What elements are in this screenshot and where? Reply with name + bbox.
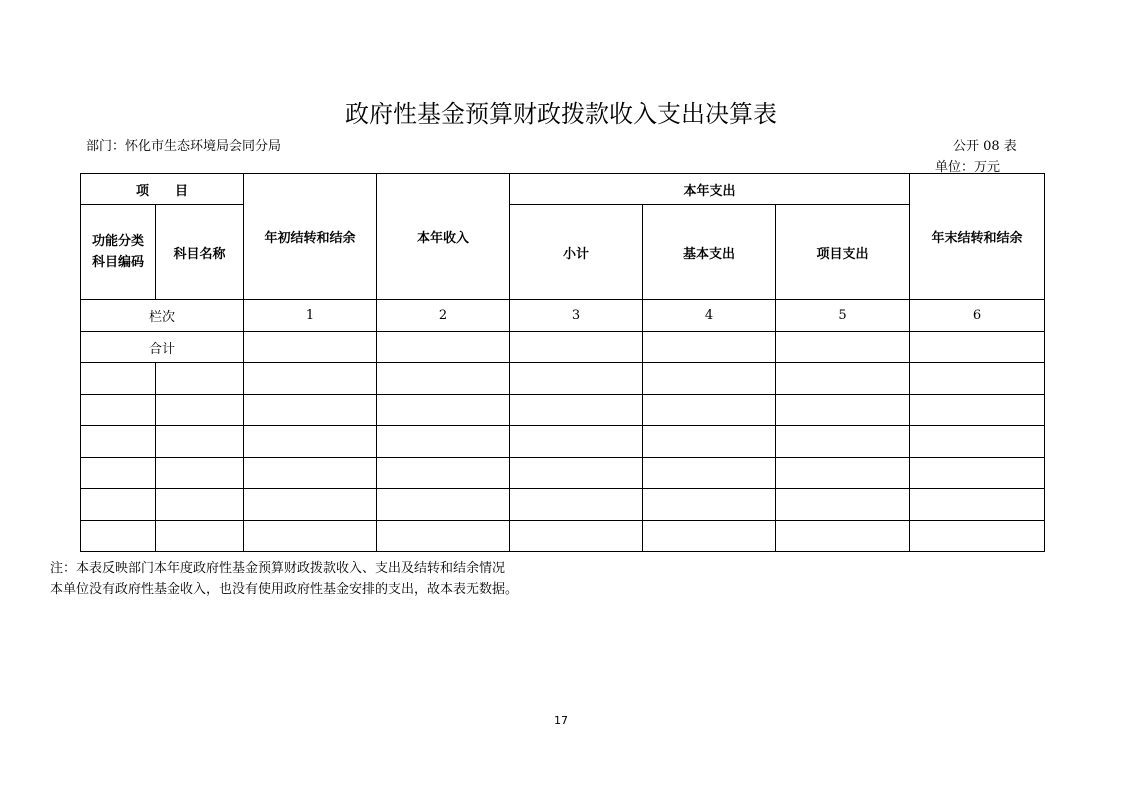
form-code: 公开 08 表 (953, 139, 1017, 154)
table-cell (776, 363, 910, 395)
table-cell (510, 489, 643, 521)
table-cell (910, 332, 1045, 363)
table-cell (377, 489, 510, 521)
table-cell (244, 363, 377, 395)
table-cell (156, 521, 244, 552)
budget-table (80, 173, 1045, 552)
col-num-6: 6 (910, 300, 1045, 332)
header-func-code-line2: 科目编码 (91, 255, 144, 270)
table-cell (776, 395, 910, 426)
col-num-1: 1 (244, 300, 377, 332)
table-cell (81, 426, 156, 458)
table-cell (81, 395, 156, 426)
table-cell (510, 426, 643, 458)
table-cell (643, 489, 776, 521)
table-cell (244, 489, 377, 521)
table-cell (643, 395, 776, 426)
table-cell (377, 426, 510, 458)
table-cell (643, 332, 776, 363)
page-number: 17 (554, 714, 568, 727)
table-cell (776, 332, 910, 363)
header-expenditure: 本年支出 (510, 174, 910, 205)
header-item: 项 目 (81, 174, 244, 205)
table-cell (156, 489, 244, 521)
table-cell (244, 458, 377, 489)
table-row (81, 395, 1045, 426)
table-row (81, 363, 1045, 395)
table-cell (643, 426, 776, 458)
table-cell (377, 363, 510, 395)
table-cell (510, 395, 643, 426)
page-title: 政府性基金预算财政拨款收入支出决算表 (345, 100, 777, 128)
table-cell (776, 521, 910, 552)
col-num-4: 4 (643, 300, 776, 332)
table-cell (910, 458, 1045, 489)
table-cell (510, 458, 643, 489)
table-cell (910, 395, 1045, 426)
header-basic: 基本支出 (643, 205, 776, 300)
table-cell (510, 332, 643, 363)
table-cell (910, 489, 1045, 521)
header-func-code (81, 205, 156, 300)
table-cell (910, 363, 1045, 395)
table-cell (510, 521, 643, 552)
table-cell (156, 458, 244, 489)
table-row (81, 426, 1045, 458)
table-row (81, 521, 1045, 552)
table-cell (244, 521, 377, 552)
total-row (81, 332, 1045, 363)
total-label: 合计 (81, 332, 244, 363)
table-cell (510, 363, 643, 395)
header-func-code-line1: 功能分类 (91, 234, 144, 249)
table-cell (81, 363, 156, 395)
table-cell (156, 363, 244, 395)
header-opening-balance: 年初结转和结余 (244, 174, 377, 300)
col-num-2: 2 (377, 300, 510, 332)
header-project: 项目支出 (776, 205, 910, 300)
table-cell (643, 521, 776, 552)
col-num-3: 3 (510, 300, 643, 332)
table-cell (377, 521, 510, 552)
table-cell (776, 458, 910, 489)
table-cell (156, 426, 244, 458)
table-cell (377, 332, 510, 363)
table-cell (244, 332, 377, 363)
col-num-5: 5 (776, 300, 910, 332)
table-cell (910, 521, 1045, 552)
unit-label: 单位：万元 (935, 160, 1001, 175)
table-cell (776, 489, 910, 521)
table-row (81, 489, 1045, 521)
note-line-2: 本单位没有政府性基金收入，也没有使用政府性基金安排的支出，故本表无数据。 (50, 582, 519, 597)
department-label: 部门：怀化市生态环境局会同分局 (86, 139, 282, 154)
table-row (81, 458, 1045, 489)
table-cell (776, 426, 910, 458)
note-line-1: 注：本表反映部门本年度政府性基金预算财政拨款收入、支出及结转和结余情况 (50, 561, 506, 576)
table-cell (81, 489, 156, 521)
col-row-label: 栏次 (81, 300, 244, 332)
header-income: 本年收入 (377, 174, 510, 300)
table-cell (377, 395, 510, 426)
table-cell (643, 458, 776, 489)
header-subject-name: 科目名称 (156, 205, 244, 300)
table-cell (156, 395, 244, 426)
column-number-row (81, 300, 1045, 332)
table-cell (643, 363, 776, 395)
table-cell (244, 426, 377, 458)
table-cell (81, 521, 156, 552)
header-subtotal: 小计 (510, 205, 643, 300)
header-closing-balance: 年末结转和结余 (910, 174, 1045, 300)
table-cell (81, 458, 156, 489)
table-cell (244, 395, 377, 426)
table-cell (910, 426, 1045, 458)
table-cell (377, 458, 510, 489)
